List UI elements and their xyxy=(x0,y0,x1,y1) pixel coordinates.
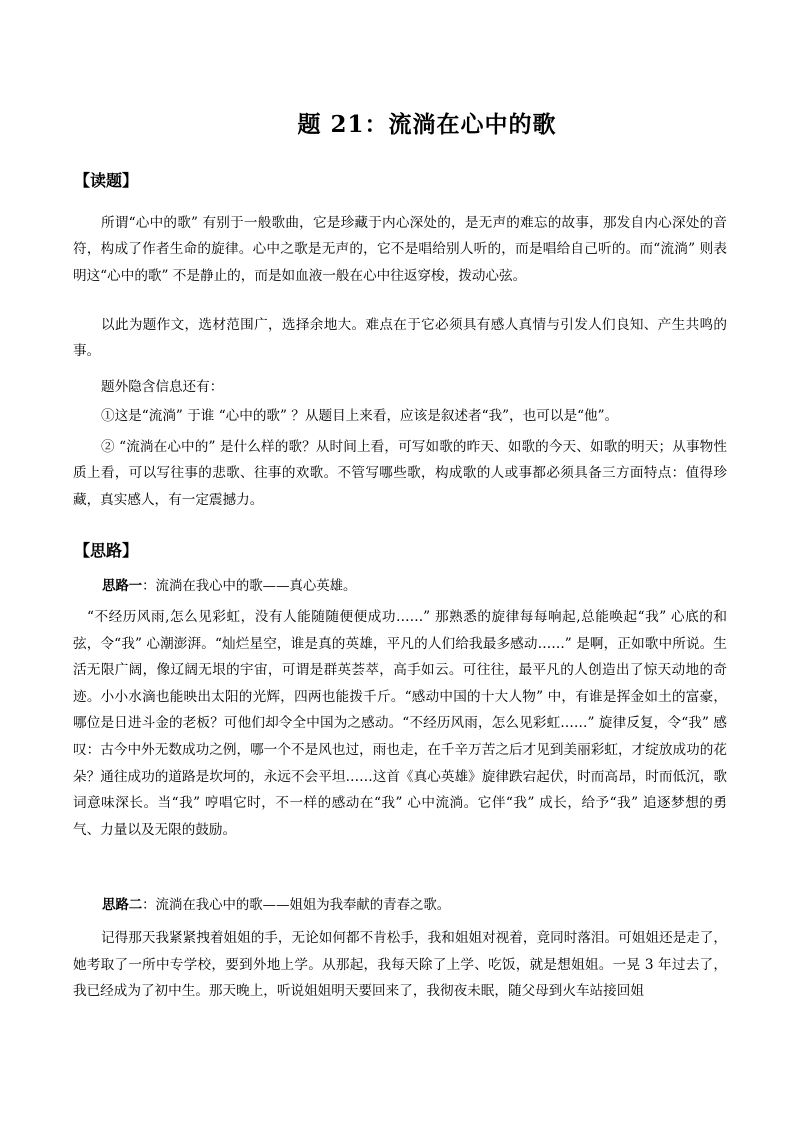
idea-1-heading xyxy=(102,575,722,598)
idea-1-body: “不经历风雨,怎么见彩虹，没有人能随随便便成功……” 那熟悉的旋律每每响起,总能唤起“我” 心底的和弦，令“我” 心潮澎湃。“灿烂星空，谁是真的英雄，平凡的人们给我最多感动……” 是啊，正如歌中所说。生活无限广阔，像辽阔无垠的宇宙，可谓是群英荟萃，高手如云。可往往，最平凡的人创造出了惊天动地的奇迹。小小水滴也能映出太阳的光辉，四两也能拨千斤。“感动中国的十大人物” 中，有谁是挥金如土的富豪，哪位是日进斗金的老板？可他们却令全中国为之感动。“不经历风雨，怎么见彩虹……” 旋律反复，令“我” 感叹：古今中外无数成功之例，哪一个不是风也过，雨也走，在千辛万苦之后才见到美丽彩虹，才绽放成功的花朵？通往成功的道路是坎坷的，永远不会平坦……这首《真心英雄》旋律跌宕起伏，时而高昂，时而低沉，歌词意味深长。当“我” 哼唱它时，不一样的感动在“我” 心中流淌。它伴“我” 成长，给予“我” 追逐梦想的勇气、力量以及无限的鼓励。 xyxy=(73,609,727,838)
reading-paragraph-3: 题外隐含信息还有： xyxy=(101,379,224,395)
reading-paragraph-2: 以此为题作文，选材范围广，选择余地大。难点在于它必须具有感人真情与引发人们良知、产生共鸣的事。 xyxy=(73,317,727,360)
idea-1-lead: 思路一 xyxy=(102,578,143,594)
reading-paragraph-1: 所谓“心中的歌” 有别于一般歌曲，它是珍藏于内心深处的，是无声的难忘的故事，那发自内心深处的音符，构成了作者生命的旋律。心中之歌是无声的，它不是唱给别人听的，而是唱给自己听的。而“流淌” 则表明这“心中的歌” 不是静止的，而是如血液一般在心中往返穿梭，拨动心弦。 xyxy=(73,215,727,284)
section-heading-ideas: 【思路】 xyxy=(74,541,139,560)
page-title: 题 21：流淌在心中的歌 xyxy=(297,111,557,138)
section-heading-reading: 【读题】 xyxy=(74,171,139,190)
idea-2-heading xyxy=(102,894,722,917)
idea-2-title: ：流淌在我心中的歌——姐姐为我奉献的青春之歌。 xyxy=(142,898,451,913)
reading-paragraph-4: ①这是“流淌” 于谁 “心中的歌” ？从题目上来看，应该是叙述者“我”，也可以是“他”。 xyxy=(101,408,619,424)
idea-1-title: ：流淌在我心中的歌——真心英雄。 xyxy=(142,579,357,594)
idea-2-body: 记得那天我紧紧拽着姐姐的手，无论如何都不肯松手，我和姐姐对视着，竟同时落泪。可姐姐还是走了，她考取了一所中专学校，要到外地上学。从那起，我每天除了上学、吃饭，就是想姐姐。一晃 3 年过去了，我已经成为了初中生。那天晚上，听说姐姐明天要回来了，我彻夜未眠，随父母到火车站接回姐 xyxy=(73,930,727,1000)
reading-paragraph-5: ② “流淌在心中的” 是什么样的歌？从时间上看，可写如歌的昨天、如歌的今天、如歌的明天；从事物性质上看，可以写往事的悲歌、往事的欢歌。不管写哪些歌，构成歌的人或事都必须具备三方面特点：值得珍藏，真实感人，有一定震撼力。 xyxy=(73,439,727,508)
idea-2-lead: 思路二 xyxy=(102,897,143,913)
